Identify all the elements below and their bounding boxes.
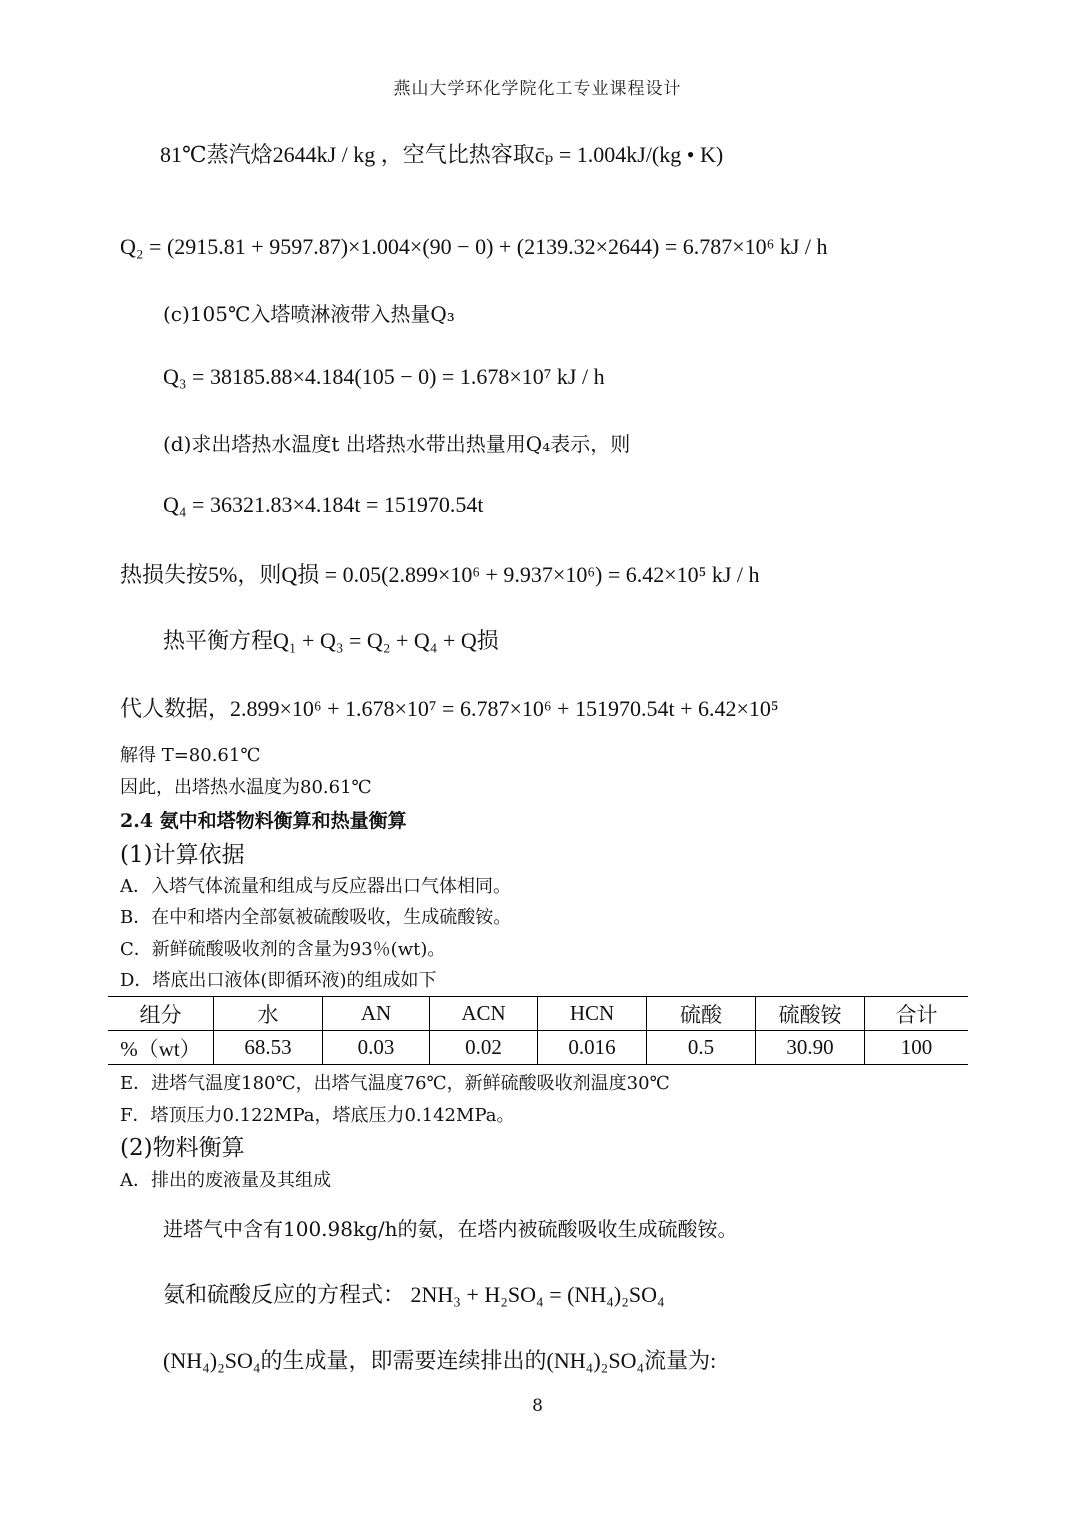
basis-item-e: E．进塔气温度180℃，出塔气温度76℃，新鲜硫酸吸收剂温度30℃ xyxy=(120,1073,670,1094)
section-heading: 2.4 氨中和塔物料衡算和热量衡算 xyxy=(120,810,407,832)
heat-loss-equation: 热损失按5%，则Q损 = 0.05(2.899×10⁶ + 9.937×10⁶) = 6.42×10⁵ kJ / h xyxy=(120,562,760,587)
q4-equation: Q₄ = 36321.83×4.184t = 151970.54t xyxy=(163,492,484,517)
substitution-line: 代人数据，2.899×10⁶ + 1.678×10⁷ = 6.787×10⁶ + 151970.54t + 6.42×10⁵ xyxy=(120,696,779,721)
reaction-equation: 氨和硫酸反应的方程式： 2NH₃ + H₂SO₄ = (NH₄)₂SO₄ xyxy=(163,1282,665,1307)
table-header-cell: 硫酸 xyxy=(647,997,756,1031)
ammonia-intro: 进塔气中含有100.98kg/h的氨，在塔内被硫酸吸收生成硫酸铵。 xyxy=(163,1217,738,1241)
table-header-cell: 硫酸铵 xyxy=(756,997,865,1031)
heat-balance-equation: 热平衡方程Q₁ + Q₃ = Q₂ + Q₄ + Q损 xyxy=(163,628,499,653)
table-cell: 0.016 xyxy=(538,1031,647,1065)
q4-intro: (d)求出塔热水温度t 出塔热水带出热量用Q₄表示，则 xyxy=(163,432,631,456)
table-row xyxy=(108,1031,968,1065)
subsection-material-balance: (2)物料衡算 xyxy=(120,1135,245,1161)
table-cell: 30.90 xyxy=(756,1031,865,1065)
table-header-cell: ACN xyxy=(430,997,538,1031)
table-header-cell: AN xyxy=(323,997,430,1031)
q3-intro: (c)105℃入塔喷淋液带入热量Q₃ xyxy=(163,302,455,326)
table-header-cell: 合计 xyxy=(865,997,969,1031)
basis-item-a: A．入塔气体流量和组成与反应器出口气体相同。 xyxy=(120,876,511,897)
solution-line: 解得 T=80.61℃ xyxy=(120,745,261,766)
table-cell: 0.03 xyxy=(323,1031,430,1065)
subsection-basis: (1)计算依据 xyxy=(120,842,245,868)
table-header-cell: HCN xyxy=(538,997,647,1031)
table-cell: 100 xyxy=(865,1031,969,1065)
running-header: 燕山大学环化学院化工专业课程设计 xyxy=(393,79,682,99)
steam-enthalpy-line: 81℃蒸汽焓2644kJ / kg ，空气比热容取c̄ₚ = 1.004kJ/(kg • K) xyxy=(160,142,724,167)
table-cell: 68.53 xyxy=(214,1031,323,1065)
basis-item-d: D．塔底出口液体(即循环液)的组成如下 xyxy=(120,970,437,991)
table-cell: 0.02 xyxy=(430,1031,538,1065)
q2-equation: Q₂ = (2915.81 + 9597.87)×1.004×(90 − 0) + (2139.32×2644) = 6.787×10⁶ kJ / h xyxy=(120,234,828,259)
table-cell: 0.5 xyxy=(647,1031,756,1065)
table-cell: %（wt） xyxy=(108,1031,214,1065)
conclusion-line: 因此，出塔热水温度为80.61℃ xyxy=(120,777,372,798)
composition-table xyxy=(108,996,968,1065)
table-header-cell: 水 xyxy=(214,997,323,1031)
q3-equation: Q₃ = 38185.88×4.184(105 − 0) = 1.678×10⁷ kJ / h xyxy=(163,364,605,389)
basis-item-c: C．新鲜硫酸吸收剂的含量为93％(wt)。 xyxy=(120,939,446,960)
basis-item-f: F．塔顶压力0.122MPa，塔底压力0.142MPa。 xyxy=(120,1105,515,1126)
table-header-cell: 组分 xyxy=(108,997,214,1031)
basis-item-b: B．在中和塔内全部氨被硫酸吸收，生成硫酸铵。 xyxy=(120,907,512,928)
material-item-a: A．排出的废液量及其组成 xyxy=(120,1170,331,1191)
table-header-row xyxy=(108,997,968,1031)
ammonium-sulfate-line: (NH₄)₂SO₄的生成量，即需要连续排出的(NH₄)₂SO₄流量为: xyxy=(163,1348,717,1373)
page-number: 8 xyxy=(532,1396,543,1416)
